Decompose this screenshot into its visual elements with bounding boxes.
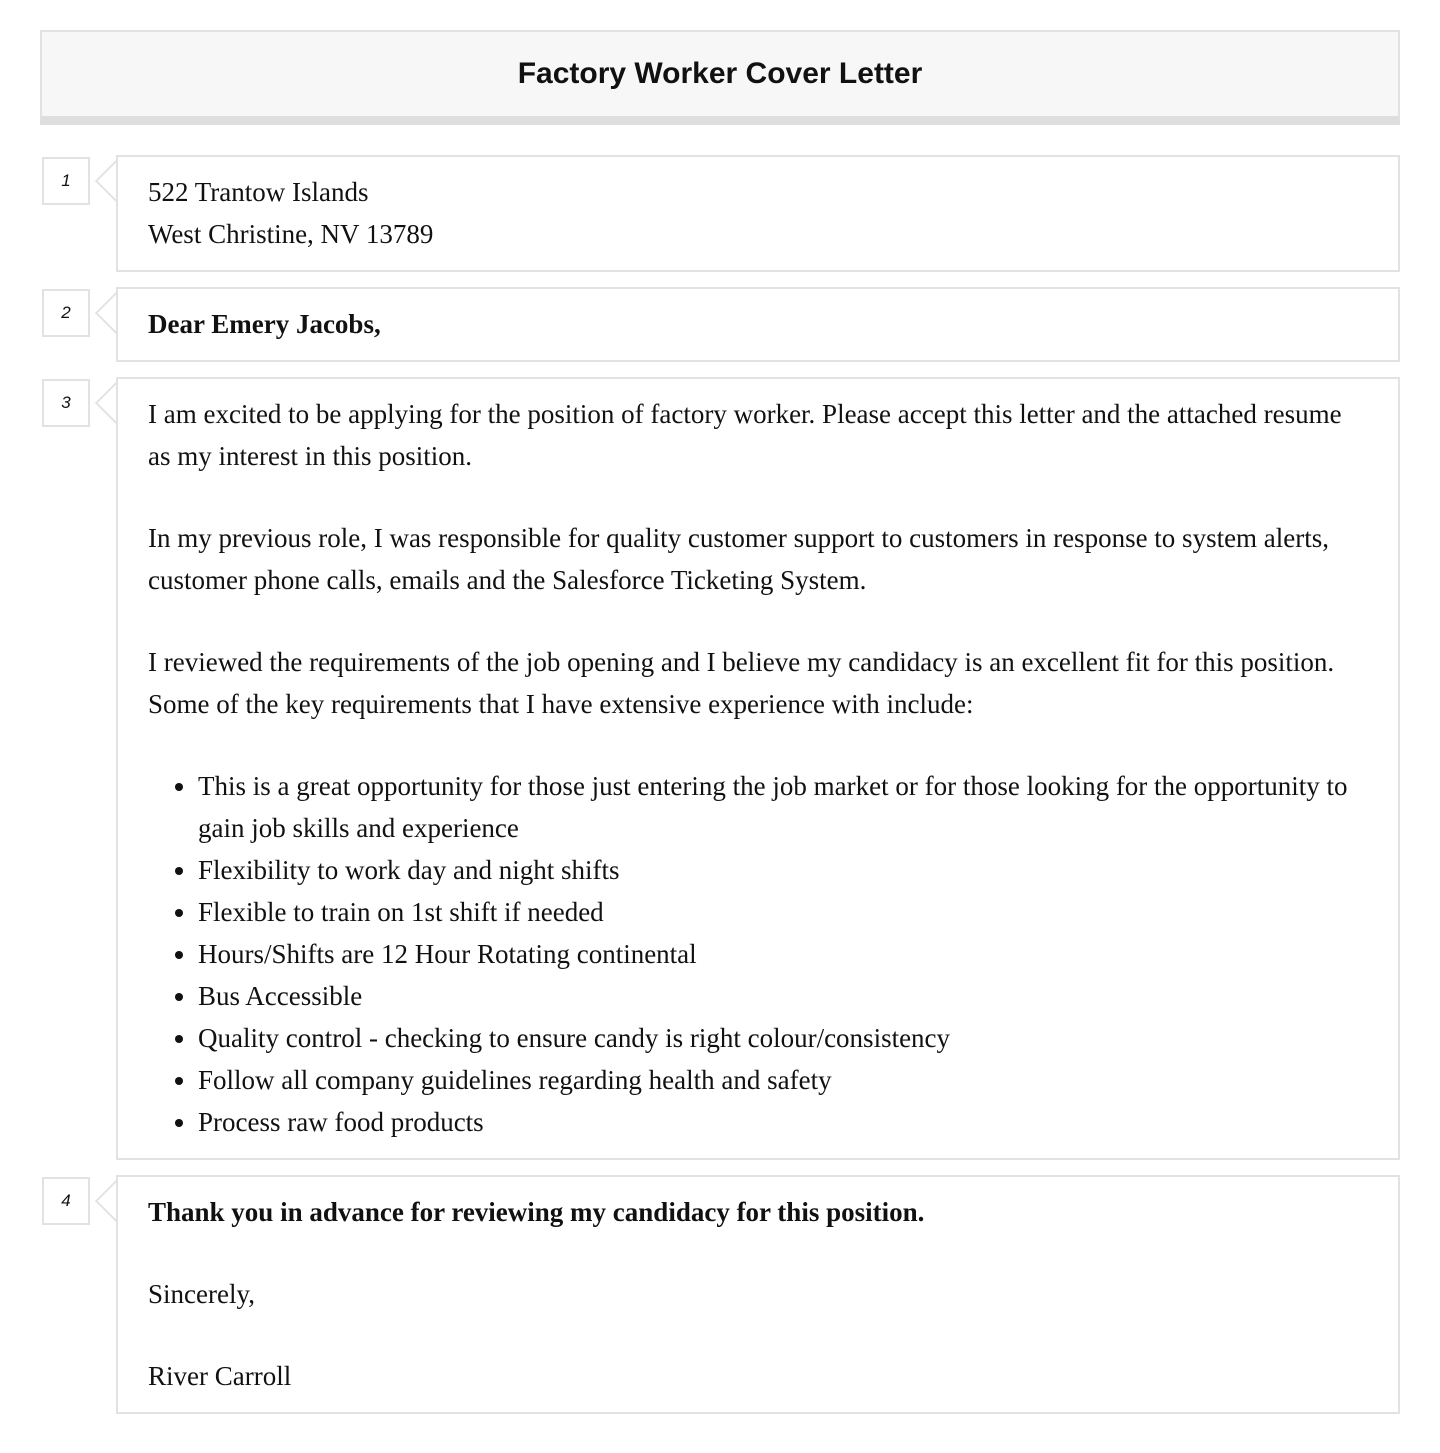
document-title: Factory Worker Cover Letter: [517, 57, 923, 90]
list-item: • Follow all company guidelines regarding health and safety: [198, 1059, 1368, 1101]
list-item: • Flexible to train on 1st shift if needed: [198, 891, 1368, 933]
list-item: • Quality control - checking to ensure candy is right colour/consistency: [198, 1017, 1368, 1059]
body-paragraph: I reviewed the requirements of the job opening and I believe my candidacy is an excellent fit for this position. Some of the key requirements that I have extensive experience with include:: [148, 647, 1335, 719]
section-number: 4: [42, 1177, 90, 1225]
address-line: 522 Trantow Islands: [148, 177, 369, 207]
list-item: • Hours/Shifts are 12 Hour Rotating continental: [198, 933, 1368, 975]
document-header: [40, 30, 1400, 125]
list-item: • Process raw food products: [198, 1101, 1368, 1143]
section-number: 2: [42, 289, 90, 337]
closing-block: [116, 1175, 1400, 1414]
greeting-block: [116, 287, 1400, 362]
requirements-list: [148, 765, 1368, 1143]
address-block: [116, 155, 1400, 272]
body-paragraph: I am excited to be applying for the position of factory worker. Please accept this letter and the attached resume as my interest in this position.: [148, 399, 1342, 471]
section-number: 3: [42, 379, 90, 427]
greeting: Dear Emery Jacobs,: [148, 309, 381, 339]
section-number: 1: [42, 157, 90, 205]
list-item: • Flexibility to work day and night shifts: [198, 849, 1368, 891]
address-line: West Christine, NV 13789: [148, 219, 434, 249]
body-block: [116, 377, 1400, 1160]
signature: River Carroll: [148, 1361, 292, 1391]
thank-you-line: Thank you in advance for reviewing my candidacy for this position.: [148, 1197, 925, 1227]
list-item: • This is a great opportunity for those just entering the job market or for those looking for the opportunity to gain job skills and experience: [198, 765, 1368, 849]
body-paragraph: In my previous role, I was responsible for quality customer support to customers in response to system alerts, customer phone calls, emails and the Salesforce Ticketing System.: [148, 523, 1330, 595]
closing: Sincerely,: [148, 1279, 255, 1309]
list-item: • Bus Accessible: [198, 975, 1368, 1017]
